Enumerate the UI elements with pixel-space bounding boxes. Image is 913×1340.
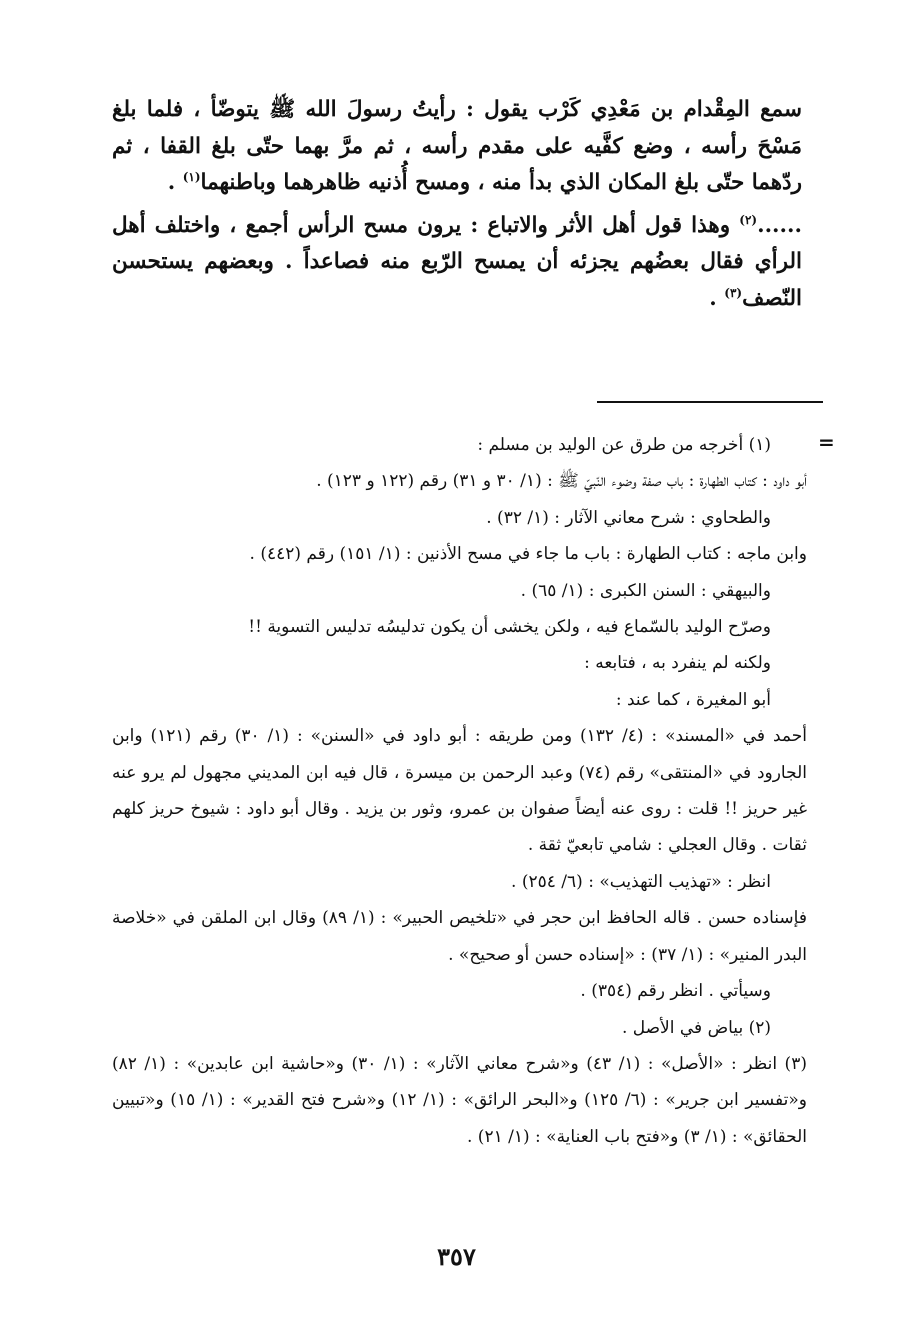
continuation-mark: = xyxy=(818,430,835,454)
footnote-line: فإسناده حسن . قاله الحافظ ابن حجر في «تلخيص الحبير» : (١/ ٨٩) وقال ابن الملقن في «خلاصة البدر المنير» : (١/ ٣٧) : «إسناده حسن أو صحيح» . xyxy=(112,908,807,965)
footnote-line: والبيهقي : السنن الكبرى : (١/ ٦٥) . xyxy=(520,580,771,601)
footnote-line: (١) أخرجه من طرق عن الوليد بن مسلم : xyxy=(477,435,771,455)
body-paragraph-1: سمع المِقْدام بن مَعْدِي كَرْب يقول : رأيتُ رسولَ الله ﷺ يتوضّأ ، فلما بلغ مَسْحَ رأسه ، وضع كفَّيه على مقدم رأسه ، ثم مرَّ بهما حتّى بلغ القفا ، ثم ردّهما حتّى بلغ المكان الذي بدأ منه ، ومسح أُذنيه ظاهرهما وباطنهما$^{(١)}$ . xyxy=(112,97,802,195)
body-paragraph-2: ......$^{(٢)}$ وهذا قول أهل الأثر والاتباع : يرون مسح الرأس أجمع ، واختلف أهل الرأي فقال بعضُهم يجزئه أن يمسح الرّبع منه فصاعداً . وبعضهم يستحسن النّصف$^{(٣)}$ . xyxy=(112,212,802,311)
footnote-divider xyxy=(597,401,823,403)
footnote-ref-1: (١) xyxy=(182,169,201,184)
footnote-line: أحمد في «المسند» : (٤/ ١٣٢) ومن طريقه : أبو داود في «السنن» : (١/ ٣٠) رقم (١٢١) وابن الجارود في «المنتقى» رقم (٧٤) وعبد الرحمن بن ميسرة ، قال فيه ابن المديني مجهول لم يرو عنه غير حريز !! قلت : روى عنه أيضاً صفوان بن عمرو، وثور بن يزيد . وقال أبو داود : شيوخ حريز كلهم ثقات . وقال العجلي : شامي تابعيّ ثقة . xyxy=(112,726,807,856)
footnote-line: (٢) بياض في الأصل . xyxy=(621,1017,771,1038)
footnote-line: أبو المغيرة ، كما عند : xyxy=(615,689,771,710)
footnote-line: (٣) انظر : «الأصل» : (١/ ٤٣) و«شرح معاني الآثار» : (١/ ٣٠) و«حاشية ابن عابدين» : (١/ ٨٢) و«تفسير ابن جرير» : (٦/ ١٢٥) و«البحر الرائق» : (١/ ١٢) و«شرح فتح القدير» : (١/ ١٥) و«تبيين الحقائق» : (١/ ٣) و«فتح باب العناية» : (١/ ٢١) . xyxy=(112,1053,808,1147)
footnote-line: والطحاوي : شرح معاني الآثار : (١/ ٣٢) . xyxy=(486,507,771,528)
footnote-ref-3: (٣) xyxy=(724,285,743,300)
main-text xyxy=(112,92,802,317)
footnote-line: انظر : «تهذيب التهذيب» : (٦/ ٢٥٤) . xyxy=(511,871,771,892)
footnote-line: ولكنه لم ينفرد به ، فتابعه : xyxy=(584,653,771,674)
footnote-line: وسيأتي . انظر رقم (٣٥٤) . xyxy=(580,981,771,1002)
page-number: ٣٥٧ xyxy=(437,1242,476,1271)
paragraph-text: سمع المِقْدام بن مَعْدِي كَرْب يقول : رأيتُ رسولَ الله ﷺ يتوضّأ ، فلما بلغ مَسْحَ رأسه ، وضع كفَّيه على مقدم رأسه ، ثم مرَّ بهما حتّى بلغ القفا ، ثم ردّهما حتّى بلغ المكان الذي بدأ منه ، ومسح أُذنيه ظاهرهما وباطنهما xyxy=(112,97,802,195)
footnote-line: وصرّح الوليد بالسّماع فيه ، ولكن يخشى أن يكون تدليسُه تدليس التسوية !! xyxy=(248,617,771,638)
footnote-line: أبو داود : كتاب الطهارة : باب صفة وضوء النّبيّ ﷺ : (١/ ٣٠ و ٣١) رقم (١٢٢ و ١٢٣) . xyxy=(316,471,807,492)
footnotes xyxy=(112,427,807,1155)
paragraph-text: ......$^{(٢)}$ وهذا قول أهل الأثر والاتباع : يرون مسح الرأس أجمع ، واختلف أهل الرأي فقال بعضُهم يجزئه أن يمسح الرّبع منه فصاعداً . وبعضهم يستحسن النّصف xyxy=(112,212,802,311)
footnote-ref-2: (٢) xyxy=(739,212,758,227)
footnote-line: وابن ماجه : كتاب الطهارة : باب ما جاء في مسح الأذنين : (١/ ١٥١) رقم (٤٤٢) . xyxy=(249,544,807,565)
